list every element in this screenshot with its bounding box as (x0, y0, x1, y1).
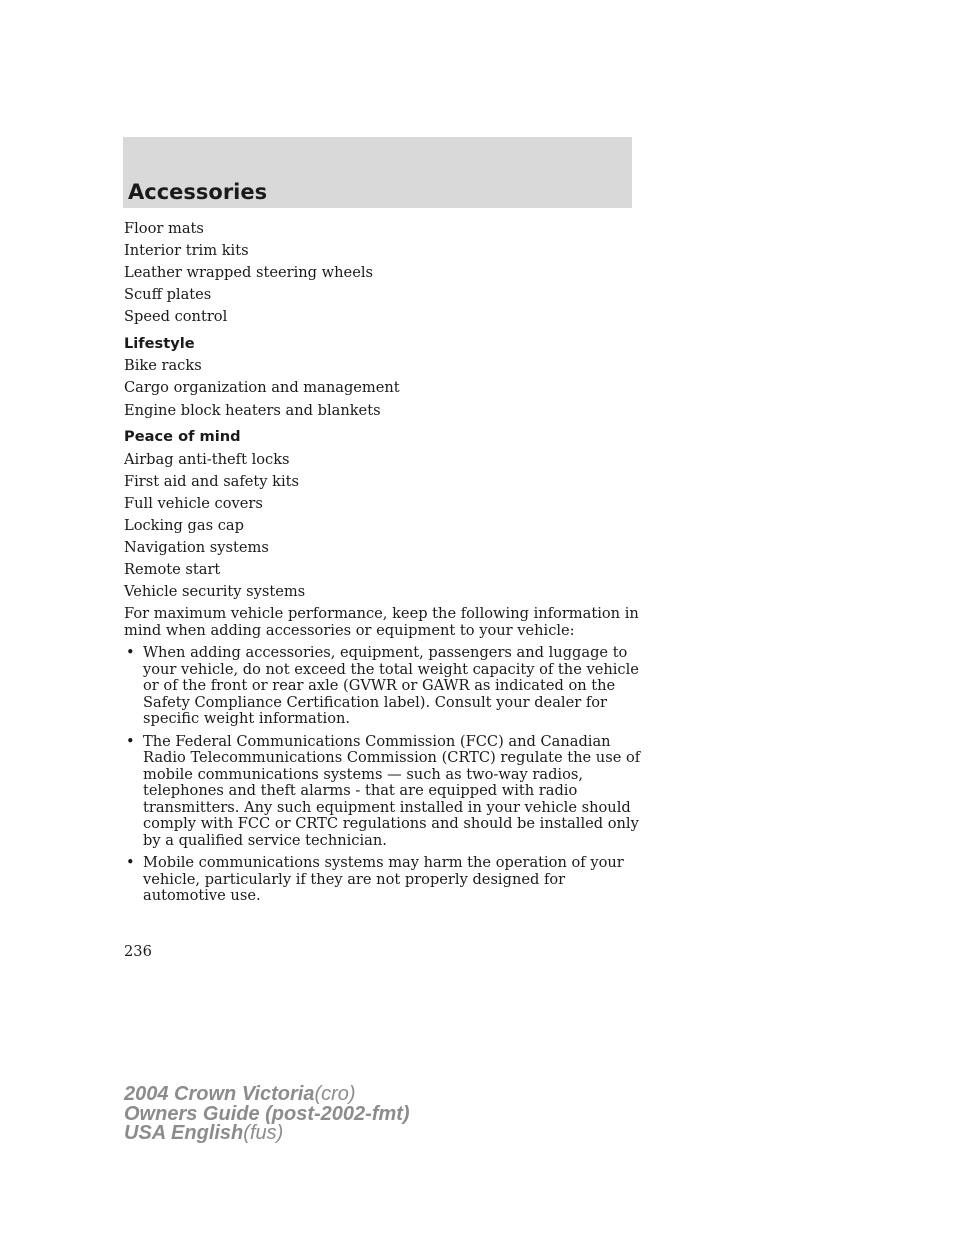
intro-paragraph: For maximum vehicle performance, keep the following information in mind when adding accessories or equipment to your vehicle: (124, 605, 639, 639)
bullet-text: The Federal Communications Commission (FCC) and Canadian Radio Telecommunications Commission (CRTC) regulate the use of mobile communications systems — such as two-way radios, telephones and theft alarms - that are equipped with radio transmitters. Any such equipment installed in your vehicle should comply with FCC or CRTC regulations and should be installed only by a qualified service technician. (143, 732, 641, 849)
list-item: Full vehicle covers (124, 494, 263, 512)
peace-of-mind-list (124, 452, 644, 601)
footer-model-code: (cro) (314, 1083, 356, 1105)
list-item: Cargo organization and management (124, 379, 400, 397)
list-item: Navigation systems (124, 538, 269, 556)
list-item: First aid and safety kits (124, 472, 300, 490)
footer-line-model (124, 1085, 410, 1105)
list-item: Engine block heaters and blankets (124, 401, 381, 419)
lifestyle-heading: Lifestyle (124, 334, 195, 352)
footer-line-language (124, 1124, 410, 1144)
list-item: Scuff plates (124, 286, 212, 304)
footer-language-code: (fus) (243, 1122, 284, 1144)
list-item: Interior trim kits (124, 242, 249, 260)
bullet-item (124, 734, 644, 850)
list-item: Floor mats (124, 220, 204, 237)
bullet-text: Mobile communications systems may harm the operation of your vehicle, particularly if they are not properly designed for automotive use. (143, 854, 624, 905)
bullet-item (124, 855, 644, 905)
footer-model-name: 2004 Crown Victoria (124, 1083, 315, 1105)
list-item: Speed control (124, 308, 228, 326)
bullet-text: When adding accessories, equipment, passengers and luggage to your vehicle, do not exceed the total weight capacity of the vehicle or of the front or rear axle (GVWR or GAWR as indicated on the Safety Compliance Certification label). Consult your dealer for specific weight information. (143, 644, 639, 728)
bullet-dot-icon: • (126, 732, 135, 750)
list-item: Remote start (124, 561, 221, 579)
list-item: Locking gas cap (124, 516, 244, 534)
page-number: 236 (124, 943, 152, 960)
section-title: Accessories (128, 180, 268, 204)
comfort-list (124, 221, 644, 326)
lifestyle-list (124, 358, 644, 419)
page-content (124, 221, 644, 911)
bullet-item (124, 645, 644, 728)
peace-of-mind-heading: Peace of mind (124, 428, 241, 446)
document-footer (124, 1085, 410, 1144)
list-item: Airbag anti-theft locks (124, 450, 290, 468)
list-item: Leather wrapped steering wheels (124, 264, 373, 282)
bullet-dot-icon: • (126, 644, 135, 662)
list-item: Vehicle security systems (124, 583, 306, 601)
footer-guide-name: Owners Guide (post-2002-fmt) (124, 1102, 410, 1125)
footer-language: USA English (124, 1122, 244, 1144)
list-item: Bike racks (124, 357, 202, 375)
bullet-dot-icon: • (126, 854, 135, 872)
